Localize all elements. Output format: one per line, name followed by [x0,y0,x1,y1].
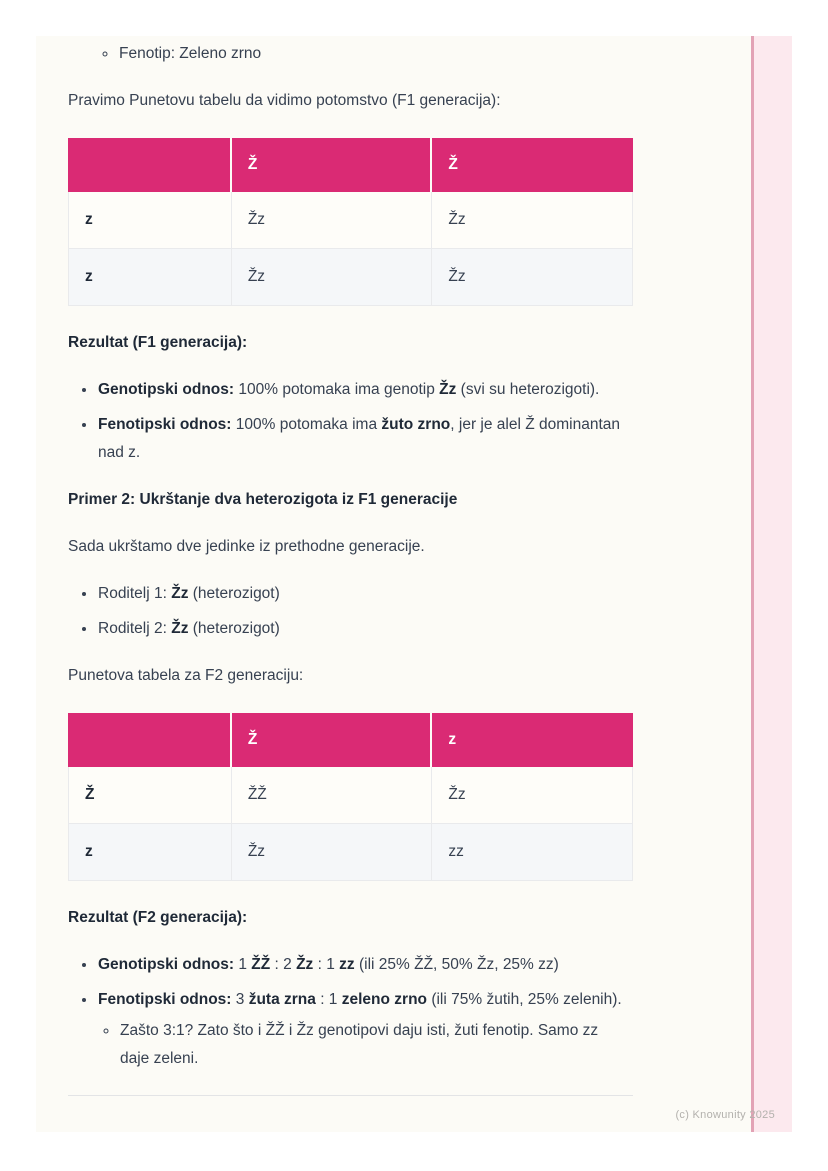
table-header-row [68,713,633,767]
text-segment: : 2 [270,956,297,973]
heading-result-f2: Rezultat (F2 generacija): [68,909,248,926]
text-segment: Genotipski odnos: [98,381,235,398]
text-segment: ŽŽ [251,956,271,973]
heading-primer-2: Primer 2: Ukrštanje dva heterozigota iz F1 generacije [68,491,458,508]
table-cell: Žz [232,824,433,881]
table-cell: ŽŽ [232,767,433,824]
table-f2-header-allele-2: z [432,713,633,767]
bullet-parent-1 [97,580,628,608]
paragraph-sada: Sada ukrštamo dve jedinke iz prethodne generacije. [68,538,425,555]
text-segment: zz [339,956,355,973]
text-segment: Fenotipski odnos: [98,991,232,1008]
table-f1-header-corner [68,138,232,192]
text-segment: (svi su heterozigoti). [456,381,600,398]
table-f1-header-allele-1: Ž [232,138,433,192]
paragraph-f2-intro: Punetova tabela za F2 generaciju: [68,667,304,684]
text-segment: Žz [296,956,314,973]
bullet-f1-phenotype [97,411,628,467]
text-segment: (heterozigot) [188,620,280,637]
text-segment: Fenotipski odnos: [98,416,232,433]
table-row [68,249,633,306]
paragraph-f1-intro: Pravimo Punetovu tabelu da vidimo potomstvo (F1 generacija): [68,92,501,109]
f1-result-list [68,376,628,467]
table-row [68,824,633,881]
heading-result-f1: Rezultat (F1 generacija): [68,334,248,351]
text-segment: : 1 [315,991,342,1008]
table-f1-header-allele-2: Ž [432,138,633,192]
text-segment: 100% potomaka ima genotip [234,381,440,398]
text-segment: Roditelj 2: [98,620,172,637]
table-f2-row-label: z [68,824,232,881]
text-segment: žuto zrno [381,416,451,433]
punnett-table-f1 [68,138,633,306]
table-f1-row-label: z [68,192,232,249]
table-row [68,192,633,249]
text-segment: zeleno zrno [341,991,428,1008]
bullet-f2-phenotype [97,986,628,1073]
text-segment: (ili 75% žutih, 25% zelenih). [427,991,622,1008]
punnett-table-f2 [68,713,633,881]
table-f2-header-corner [68,713,232,767]
text-segment: Zašto 3:1? Zato što i ŽŽ i Žz genotipovi daju isti, žuti fenotip. Samo zz daje zeleni. [120,1022,599,1067]
bullet-f1-genotype [97,376,628,404]
table-f2-header-allele-1: Ž [232,713,433,767]
sub-bullet-fenotip [118,40,608,68]
text-segment: : 1 [313,956,340,973]
table-f1-row-label: z [68,249,232,306]
table-cell: Žz [432,192,633,249]
text-segment: Roditelj 1: [98,585,172,602]
text-segment: 3 [231,991,249,1008]
copyright-footer: (c) Knowunity 2025 [675,1109,775,1121]
text-segment: Žz [439,381,457,398]
text-segment: (heterozigot) [188,585,280,602]
table-row [68,767,633,824]
table-cell: Žz [432,767,633,824]
f2-result-list [68,951,628,1073]
divider [68,1095,633,1096]
bullet-parent-2 [97,615,628,643]
f2-phenotype-sublist [98,1017,618,1073]
bullet-f2-genotype [97,951,628,979]
sub-bullet-fenotip-text: Fenotip: Zeleno zrno [119,45,262,62]
table-f2-row-label: Ž [68,767,232,824]
table-header-row [68,138,633,192]
table-cell: Žz [432,249,633,306]
table-cell: zz [432,824,633,881]
document-card [36,36,792,1132]
text-segment: 1 [234,956,252,973]
text-segment: žuta zrna [248,991,316,1008]
sub-bullet-zasto [119,1017,618,1073]
text-segment: 100% potomaka ima [231,416,382,433]
document-content [36,36,792,1122]
text-segment: (ili 25% ŽŽ, 50% Žz, 25% zz) [354,956,559,973]
text-segment: Genotipski odnos: [98,956,235,973]
table-cell: Žz [232,249,433,306]
text-segment: Žz [171,585,189,602]
parents-list [68,580,628,643]
table-cell: Žz [232,192,433,249]
text-segment: , jer je alel Ž dominantan nad z. [98,416,620,461]
text-segment: Žz [171,620,189,637]
top-sublist [68,40,608,68]
